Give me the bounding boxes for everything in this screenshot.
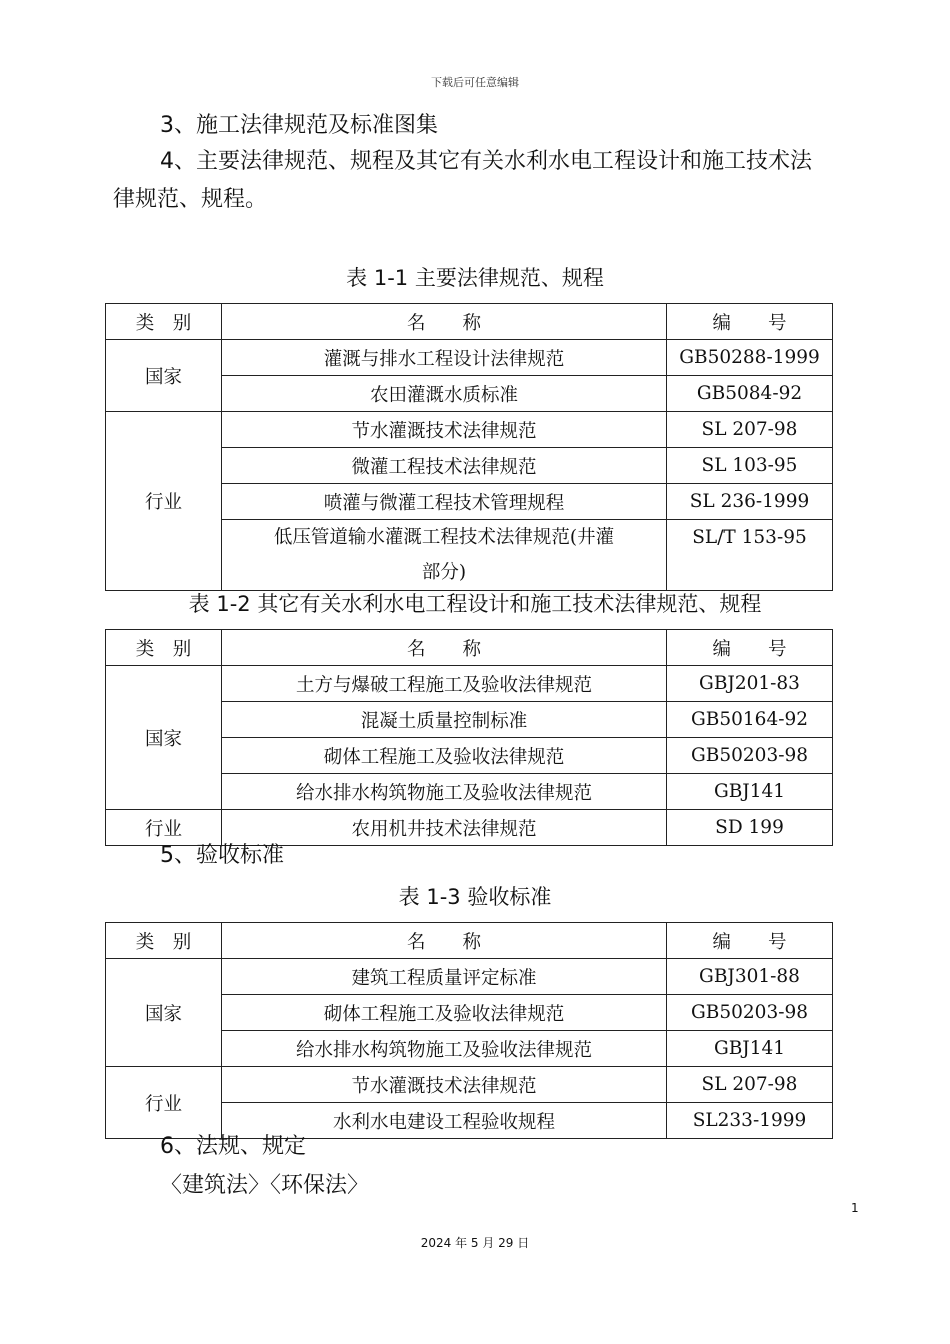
table-2-caption: 表 1-2 其它有关水利水电工程设计和施工技术法律规范、规程 <box>188 592 762 616</box>
code-cell: GB50164-92 <box>667 702 833 738</box>
header-category: 类 别 <box>106 630 222 666</box>
code-cell: GB50288-1999 <box>667 340 833 376</box>
code-cell: GBJ201-83 <box>667 666 833 702</box>
code-cell: GB50203-98 <box>667 995 833 1031</box>
header-name: 名 称 <box>222 304 667 340</box>
name-cell: 砌体工程施工及验收法律规范 <box>222 995 667 1031</box>
footer-date: 2024 年 5 月 29 日 <box>420 1236 530 1250</box>
category-cell: 行业 <box>106 1067 222 1139</box>
header-code: 编 号 <box>667 304 833 340</box>
name-cell: 混凝土质量控制标准 <box>222 702 667 738</box>
table-1 <box>105 303 833 591</box>
category-cell: 行业 <box>106 412 222 591</box>
section-4-line-1: 4、主要法律规范、规程及其它有关水利水电工程设计和施工技术法 <box>160 149 812 174</box>
name-cell: 农用机井技术法律规范 <box>222 810 667 846</box>
table-row <box>106 1067 833 1103</box>
name-cell: 节水灌溉技术法律规范 <box>222 1067 667 1103</box>
table-1-caption: 表 1-1 主要法律规范、规程 <box>346 266 604 290</box>
name-cell: 建筑工程质量评定标准 <box>222 959 667 995</box>
header-name: 名 称 <box>222 923 667 959</box>
code-cell: GB50203-98 <box>667 738 833 774</box>
header-category: 类 别 <box>106 304 222 340</box>
table-row <box>106 666 833 702</box>
category-cell: 国家 <box>106 959 222 1067</box>
table-3-caption: 表 1-3 验收标准 <box>398 885 552 909</box>
category-cell: 国家 <box>106 666 222 810</box>
header-code: 编 号 <box>667 630 833 666</box>
table-2 <box>105 629 833 846</box>
table-header-row <box>106 923 833 959</box>
name-cell: 农田灌溉水质标准 <box>222 376 667 412</box>
page-header: 下载后可任意编辑 <box>431 76 519 89</box>
table-header-row <box>106 304 833 340</box>
law-list: 〈建筑法〉〈环保法〉 <box>160 1173 370 1198</box>
code-cell: GBJ141 <box>667 1031 833 1067</box>
code-cell: SL/T 153-95 <box>667 520 833 591</box>
name-cell-line-2: 部分) <box>421 562 467 583</box>
table-row <box>106 959 833 995</box>
header-category: 类 别 <box>106 923 222 959</box>
name-cell: 砌体工程施工及验收法律规范 <box>222 738 667 774</box>
code-cell: SD 199 <box>667 810 833 846</box>
page-number: 1 <box>851 1201 859 1215</box>
code-cell: GBJ301-88 <box>667 959 833 995</box>
category-cell: 国家 <box>106 340 222 412</box>
name-cell: 节水灌溉技术法律规范 <box>222 412 667 448</box>
code-cell: SL 207-98 <box>667 1067 833 1103</box>
table-header-row <box>106 630 833 666</box>
code-cell: SL 236-1999 <box>667 484 833 520</box>
name-cell <box>222 520 667 591</box>
table-3 <box>105 922 833 1139</box>
table-row <box>106 340 833 376</box>
table-row <box>106 412 833 448</box>
code-cell: SL 207-98 <box>667 412 833 448</box>
code-cell: GBJ141 <box>667 774 833 810</box>
name-cell: 水利水电建设工程验收规程 <box>222 1103 667 1139</box>
name-cell: 给水排水构筑物施工及验收法律规范 <box>222 1031 667 1067</box>
name-cell: 喷灌与微灌工程技术管理规程 <box>222 484 667 520</box>
code-cell: SL 103-95 <box>667 448 833 484</box>
code-cell: GB5084-92 <box>667 376 833 412</box>
name-cell: 灌溉与排水工程设计法律规范 <box>222 340 667 376</box>
name-cell: 微灌工程技术法律规范 <box>222 448 667 484</box>
section-5-heading: 5、验收标准 <box>160 843 284 868</box>
code-cell: SL233-1999 <box>667 1103 833 1139</box>
name-cell-line-1: 低压管道输水灌溉工程技术法律规范(井灌 <box>273 527 615 548</box>
section-4-line-2: 律规范、规程。 <box>113 187 268 212</box>
section-3-heading: 3、施工法律规范及标准图集 <box>160 113 438 138</box>
header-name: 名 称 <box>222 630 667 666</box>
name-cell: 土方与爆破工程施工及验收法律规范 <box>222 666 667 702</box>
name-cell: 给水排水构筑物施工及验收法律规范 <box>222 774 667 810</box>
section-6-heading: 6、法规、规定 <box>160 1134 306 1159</box>
header-code: 编 号 <box>667 923 833 959</box>
category-cell: 行业 <box>106 810 222 846</box>
